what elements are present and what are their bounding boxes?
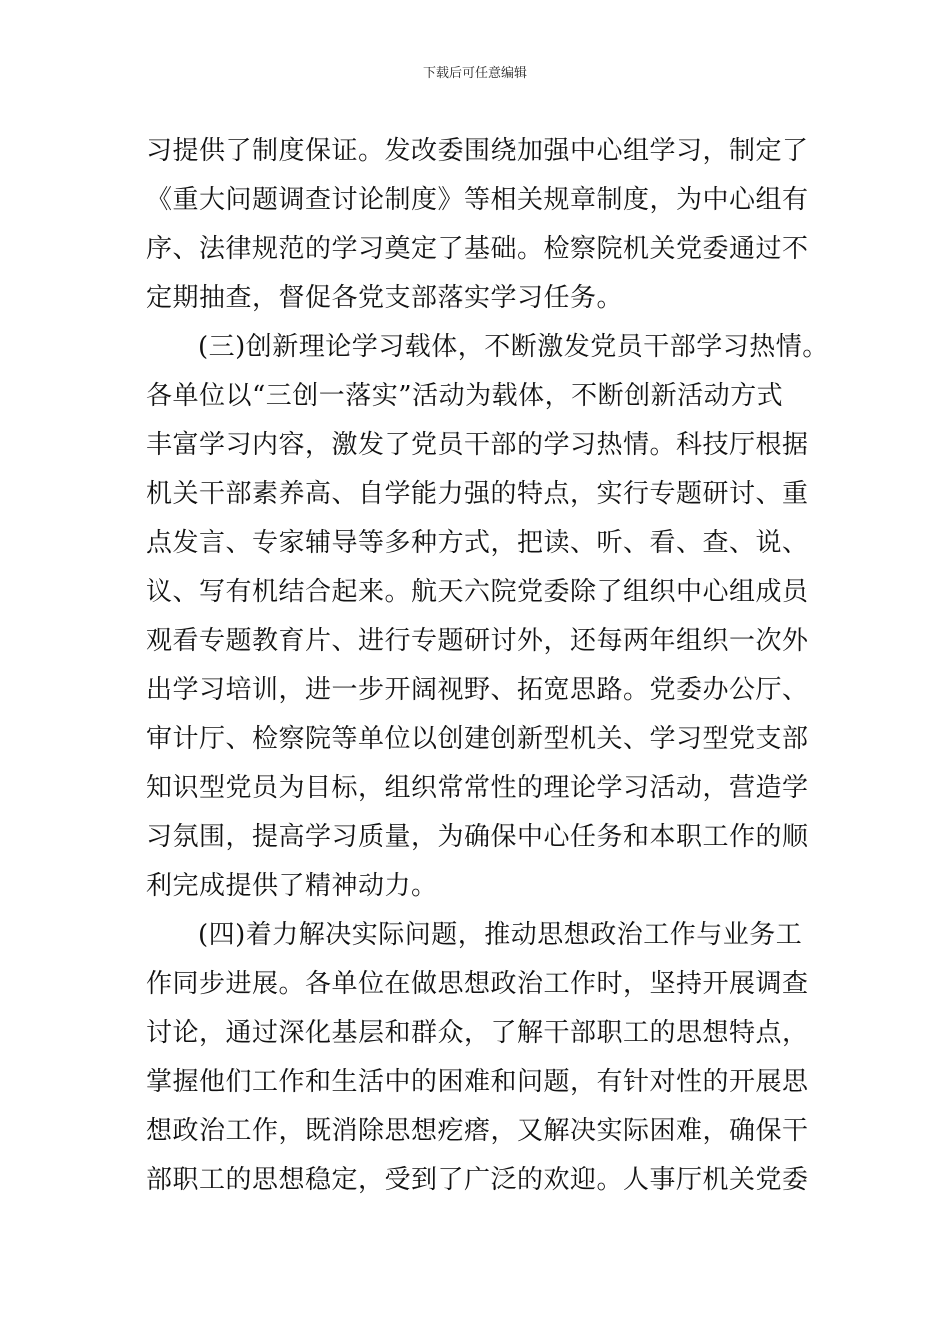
text-line: 出学习培训，进一步开阔视野、拓宽思路。党委办公厅、 — [146, 675, 809, 705]
page-header: 下载后可任意编辑 — [422, 66, 527, 81]
text-line: 部职工的思想稳定，受到了广泛的欢迎。人事厅机关党委 — [146, 1165, 809, 1195]
section-heading-3: (三)创新理论学习载体，不断激发党员干部学习热情。 — [198, 332, 829, 362]
text-line: 点发言、专家辅导等多种方式，把读、听、看、查、说、 — [146, 528, 809, 558]
text-line: 讨论，通过深化基层和群众，了解干部职工的思想特点， — [146, 1018, 809, 1048]
text-line: 机关干部素养高、自学能力强的特点，实行专题研讨、重 — [146, 479, 809, 509]
text-line: 掌握他们工作和生活中的困难和问题，有针对性的开展思 — [146, 1067, 809, 1097]
text-line: 序、法律规范的学习奠定了基础。检察院机关党委通过不 — [146, 234, 809, 264]
text-line: 知识型党员为目标，组织常常性的理论学习活动，营造学 — [146, 773, 809, 803]
text-line: 审计厅、检察院等单位以创建创新型机关、学习型党支部 — [146, 724, 809, 754]
text-line: 习氛围，提高学习质量，为确保中心任务和本职工作的顺 — [146, 822, 809, 852]
text-line: 观看专题教育片、进行专题研讨外，还每两年组织一次外 — [146, 626, 809, 656]
section-heading-4: (四)着力解决实际问题，推动思想政治工作与业务工 — [198, 920, 803, 950]
text-line: 作同步进展。各单位在做思想政治工作时，坚持开展调查 — [146, 969, 809, 999]
text-line: 丰富学习内容，激发了党员干部的学习热情。科技厅根据 — [146, 430, 809, 460]
text-line: 议、写有机结合起来。航天六院党委除了组织中心组成员 — [146, 577, 809, 607]
text-line: 习提供了制度保证。发改委围绕加强中心组学习，制定了 — [146, 136, 809, 166]
document-body — [146, 127, 829, 1205]
text-line: 想政治工作，既消除思想疙瘩，又解决实际困难，确保干 — [146, 1116, 809, 1146]
text-line: 各单位以“三创一落实”活动为载体，不断创新活动方式 — [146, 381, 784, 411]
text-line: 《重大问题调查讨论制度》等相关规章制度，为中心组有 — [146, 185, 809, 215]
text-line: 利完成提供了精神动力。 — [146, 871, 438, 901]
text-line: 定期抽查，督促各党支部落实学习任务。 — [146, 283, 624, 313]
